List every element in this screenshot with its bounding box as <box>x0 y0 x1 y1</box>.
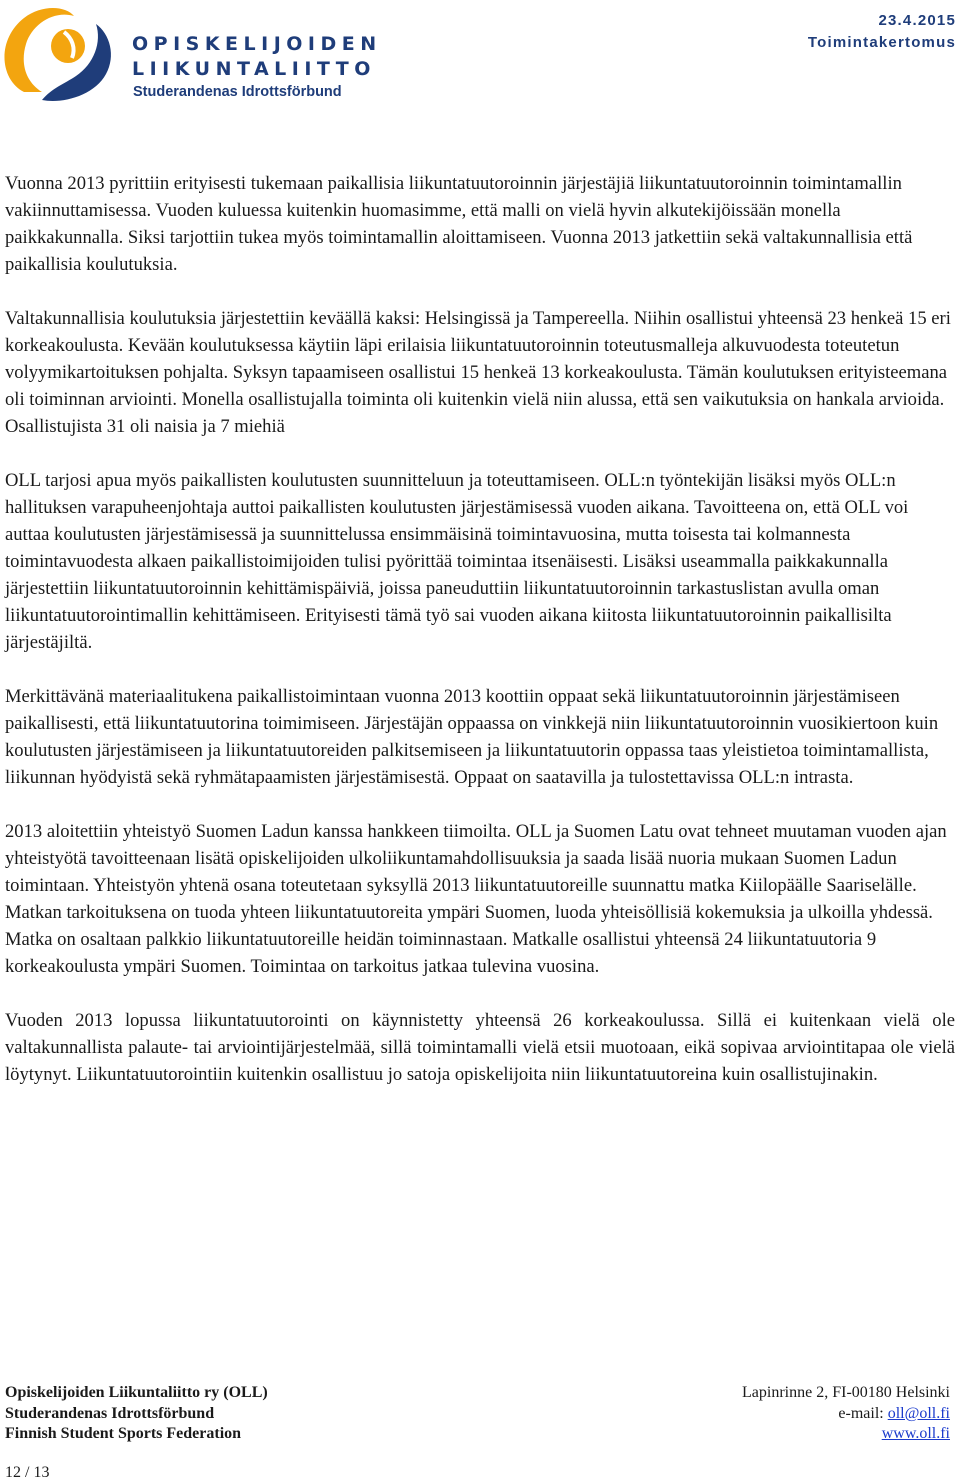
header-meta <box>808 10 956 54</box>
footer-org-fi: Opiskelijoiden Liikuntaliitto ry (OLL) <box>5 1384 268 1401</box>
footer-email-link[interactable]: oll@oll.fi <box>887 1404 950 1422</box>
paragraph: Merkittävänä materiaalitukena paikallistoimintaan vuonna 2013 koottiin oppaat sekä liikuntatuutoroinnin järjestämiseen paikallisesti, että liikuntatuutorina toimimiseen. Järjestäjän oppaassa on vinkkejä niin liikuntatuutoroinnin vuosikiertoon kuin koulutusten järjestämiseen ja liikuntatuutoreiden palkitsemiseen ja liikuntatuutorin oppassa taas yleistietoa toimintamallista, liikunnan hyödyistä sekä ryhmätapaamisten järjestämisestä. Oppaat on saatavilla ja tulostettavissa OLL:n intrasta. <box>5 686 939 788</box>
logo-text-line3: Studerandenas Idrottsförbund <box>133 84 342 100</box>
footer-email-label: e-mail: <box>838 1404 888 1422</box>
footer-org-en: Finnish Student Sports Federation <box>5 1425 242 1442</box>
paragraph: Valtakunnallisia koulutuksia järjestettiin keväällä kaksi: Helsingissä ja Tampereella. Niihin osallistui yhteensä 23 henkeä 15 eri korkeakoulusta. Kevään koulutuksessa käytiin läpi erilaisia liikuntatuutoroinnin toteutusmalleja alkuvuodesta toteutetun volyymikartoituksen pohjalta. Syksyn tapaamiseen osallistui 15 henkeä 13 korkeakoulusta. Tämän koulutuksen erityisteemana oli toiminnan arviointi. Monella osallistujalla toiminta oli kuitenkin vielä niin alussa, että sen vaikutuksia on hankala arvioida. Osallistujista 31 oli naisia ja 7 miehiä <box>5 308 951 437</box>
page-number: 12 / 13 <box>5 1464 50 1481</box>
footer-website-link[interactable]: www.oll.fi <box>881 1425 950 1442</box>
oll-logo <box>2 0 382 108</box>
paragraph: Vuonna 2013 pyrittiin erityisesti tukemaan paikallisia liikuntatuutoroinnin järjestäjiä liikuntatuutoroinnin toimintamallin vakiinnuttamisessa. Vuoden kuluessa kuitenkin huomasimme, että malli on vielä hyvin alkutekijöissään monella paikkakunnalla. Siksi tarjottiin tukea myös toimintamallin aloittamiseen. Vuonna 2013 jatkettiin sekä valtakunnallisia että paikallisia koulutuksia. <box>5 173 913 275</box>
logo-emblem-icon <box>2 0 132 108</box>
document-body <box>5 170 955 1115</box>
paragraph: 2013 aloitettiin yhteistyö Suomen Ladun kanssa hankkeen tiimoilta. OLL ja Suomen Latu ovat tehneet muutaman vuoden ajan yhteistyötä tavoitteenaan lisätä opiskelijoiden ulkoliikuntamahdollisuuksia ja saada lisää nuoria mukaan Suomen Ladun toimintaan. Yhteistyön yhtenä osana toteutetaan syksyllä 2013 liikuntatuutoreille suunnattu matka Kiilopäälle Saariselälle. Matkan tarkoituksena on tuoda yhteen liikuntatuutoreita ympäri Suomen, luoda yhteisöllisiä kokemuksia ja ulkoilla yhdessä. Matka on osaltaan palkkio liikuntatuutoreille heidän toiminnastaan. Matkalle osallistui yhteensä 24 liikuntatuutoria 9 korkeakoulusta ympäri Suomen. Toimintaa on tarkoitus jatkaa tulevina vuosina. <box>5 821 947 977</box>
footer-org-sv: Studerandenas Idrottsförbund <box>5 1404 215 1422</box>
paragraph: OLL tarjosi apua myös paikallisten koulutusten suunnitteluun ja toteuttamiseen. OLL:n työntekijän lisäksi myös OLL:n hallituksen varapuheenjohtaja auttoi paikallisten koulutusten järjestämisessä vuoden aikana. Tavoitteena on, että OLL voi auttaa koulutusten järjestämisessä ja suunnittelussa ensimmäisinä toimintavuosina, mutta toisesta tai kolmannesta toimintavuodesta alkaen paikallistoimijoiden tulisi pyörittää toimintaa itsenäisesti. Lisäksi useammalla paikkakunnalla järjestettiin liikuntatuutoroinnin kehittämispäiviä, joissa paneuduttiin liikuntatuutoroinnin tarkastuslistan avulla oman liikuntatuutorointimallin kehittämiseen. Erityisesti tämä työ sai vuoden aikana kiitosta liikuntatuutoroinnin paikallisilta järjestäjiltä. <box>5 470 909 653</box>
header-date: 23.4.2015 <box>878 12 956 29</box>
footer-contact <box>742 1383 950 1445</box>
footer-address: Lapinrinne 2, FI-00180 Helsinki <box>742 1384 950 1401</box>
logo-text-line1: OPISKELIJOIDEN <box>132 33 382 55</box>
footer-organization <box>5 1383 268 1445</box>
footer-email-row <box>742 1404 950 1425</box>
paragraph: Vuoden 2013 lopussa liikuntatuutorointi on käynnistetty yhteensä 26 korkeakoulussa. Sillä ei kuitenkaan vielä ole valtakunnallista palaute- tai arviointijärjestelmää, sillä toimintamalli vielä etsii muotoaan, eikä sopivaa arviointitapaa ole vielä löytynyt. Liikuntatuutorointiin kuitenkin osallistuu jo satoja opiskelijoita niin liikuntatuutoreina kuin osallistujinakin. <box>5 1010 955 1085</box>
logo-text-line2: LIIKUNTALIITTO <box>132 58 376 80</box>
header-doc-type: Toimintakertomus <box>807 34 956 51</box>
